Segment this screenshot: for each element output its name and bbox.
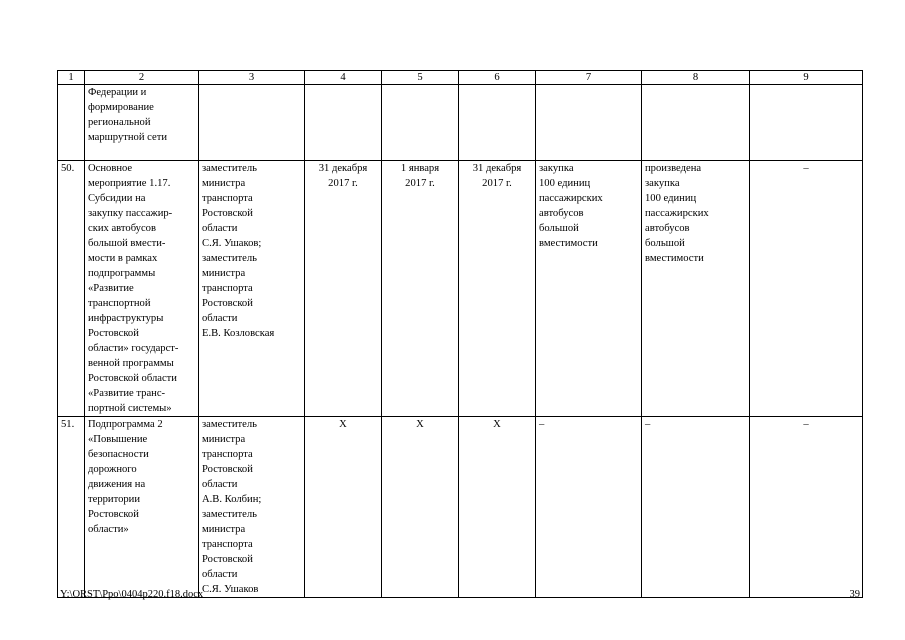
actual-start-cell xyxy=(382,85,459,161)
row-number: 51. xyxy=(58,417,85,598)
measure-name-cell: Подпрограмма 2 «Повышение безопасности дорожного движения на территории Ростовской области» xyxy=(85,417,199,598)
page-number: 39 xyxy=(849,589,860,600)
planned-result-cell xyxy=(536,85,642,161)
column-number: 4 xyxy=(305,71,382,85)
table-row xyxy=(58,85,863,161)
file-path: Y:\ORST\Ppo\0404p220.f18.docx xyxy=(60,589,204,600)
column-number: 2 xyxy=(85,71,199,85)
actual-result-cell: – xyxy=(642,417,750,598)
actual-start-cell: Х xyxy=(382,417,459,598)
actual-end-cell: Х xyxy=(459,417,536,598)
reasons-cell: – xyxy=(750,417,863,598)
responsible-cell: заместитель министра транспорта Ростовской области А.В. Колбин; заместитель министра транспорта Ростовской области С.Я. Ушаков xyxy=(199,417,305,598)
planned-end-cell xyxy=(305,85,382,161)
responsible-cell xyxy=(199,85,305,161)
actual-result-cell: произведена закупка 100 единиц пассажирских автобусов большой вместимости xyxy=(642,161,750,417)
measure-name-cell: Федерации и формирование региональной маршрутной сети xyxy=(85,85,199,161)
measure-name-cell: Основное мероприятие 1.17. Субсидии на закупку пассажир- ских автобусов большой вмести- мости в рамках подпрограммы «Развитие транспортной инфраструктуры Ростовской области» государст- венной программы Ростовской области «Развитие транс- портной системы» xyxy=(85,161,199,417)
planned-end-cell: Х xyxy=(305,417,382,598)
table-row xyxy=(58,161,863,417)
plan-table xyxy=(57,70,863,598)
actual-end-cell xyxy=(459,85,536,161)
actual-start-cell: 1 января 2017 г. xyxy=(382,161,459,417)
column-number: 6 xyxy=(459,71,536,85)
column-number-row xyxy=(58,71,863,85)
reasons-cell: – xyxy=(750,161,863,417)
planned-result-cell: закупка 100 единиц пассажирских автобусов большой вместимости xyxy=(536,161,642,417)
planned-end-cell: 31 декабря 2017 г. xyxy=(305,161,382,417)
reasons-cell xyxy=(750,85,863,161)
row-number: 50. xyxy=(58,161,85,417)
planned-result-cell: – xyxy=(536,417,642,598)
column-number: 9 xyxy=(750,71,863,85)
actual-result-cell xyxy=(642,85,750,161)
column-number: 7 xyxy=(536,71,642,85)
responsible-cell: заместитель министра транспорта Ростовской области С.Я. Ушаков; заместитель министра транспорта Ростовской области Е.В. Козловская xyxy=(199,161,305,417)
column-number: 8 xyxy=(642,71,750,85)
column-number: 5 xyxy=(382,71,459,85)
column-number: 1 xyxy=(58,71,85,85)
actual-end-cell: 31 декабря 2017 г. xyxy=(459,161,536,417)
row-number xyxy=(58,85,85,161)
table-row xyxy=(58,417,863,598)
column-number: 3 xyxy=(199,71,305,85)
